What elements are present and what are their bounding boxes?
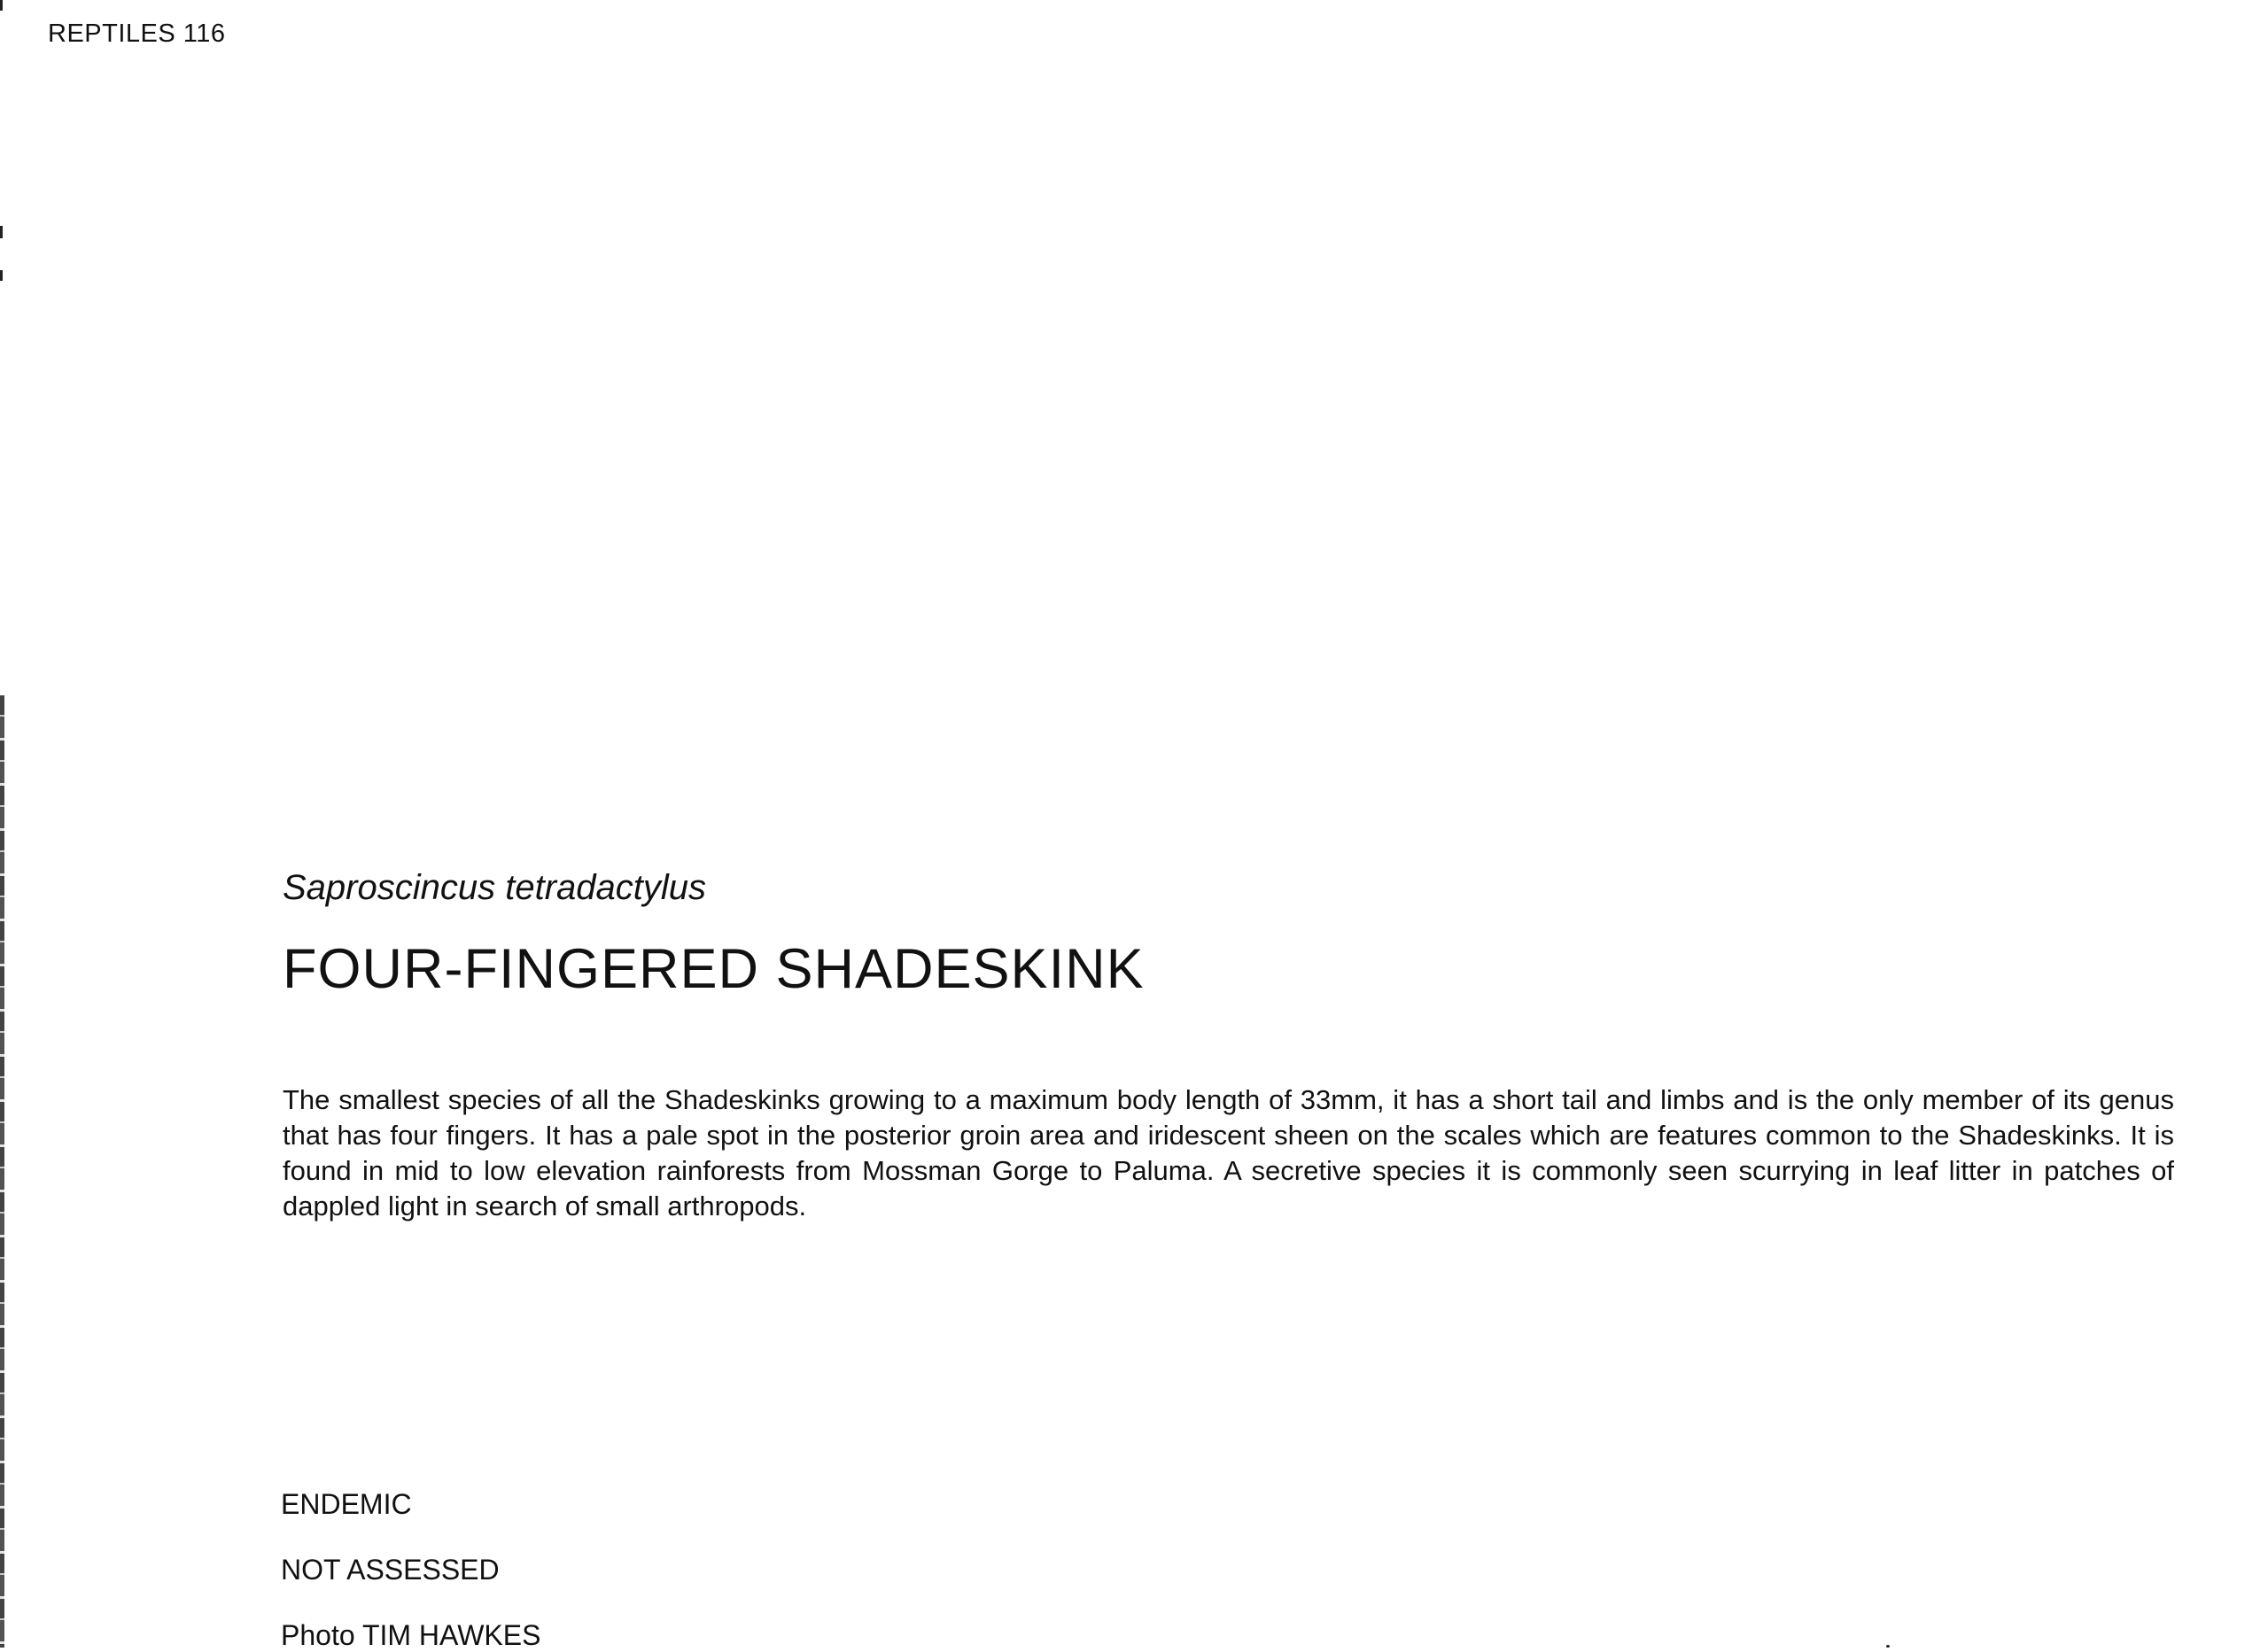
common-name-title: FOUR-FINGERED SHADESKINK bbox=[283, 938, 1145, 1000]
conservation-status: NOT ASSESSED bbox=[281, 1554, 500, 1586]
species-description: The smallest species of all the Shadeskinks growing to a maximum body length of 33mm, it has a short tail and limbs and is the only member of its genus that has four fingers. It has a pale spot in the posterior groin area and iridescent sheen on the scales which are features common to the Shadeskinks. It is found in mid to low elevation rainforests from Mossman Gorge to Paluma. A secretive species it is commonly seen scurrying in leaf litter in patches of dappled light in search of small arthropods. bbox=[283, 1084, 2174, 1222]
photo-credit: Photo TIM HAWKES bbox=[281, 1619, 541, 1651]
endemic-status: ENDEMIC bbox=[281, 1488, 412, 1520]
scan-edge-mark bbox=[0, 0, 3, 11]
scan-binding-edge bbox=[0, 695, 4, 1648]
scientific-name: Saproscincus tetradactylus bbox=[283, 868, 707, 907]
scan-edge-mark bbox=[0, 226, 3, 238]
running-head: REPTILES 116 bbox=[48, 19, 226, 48]
scan-edge-mark bbox=[0, 270, 3, 281]
